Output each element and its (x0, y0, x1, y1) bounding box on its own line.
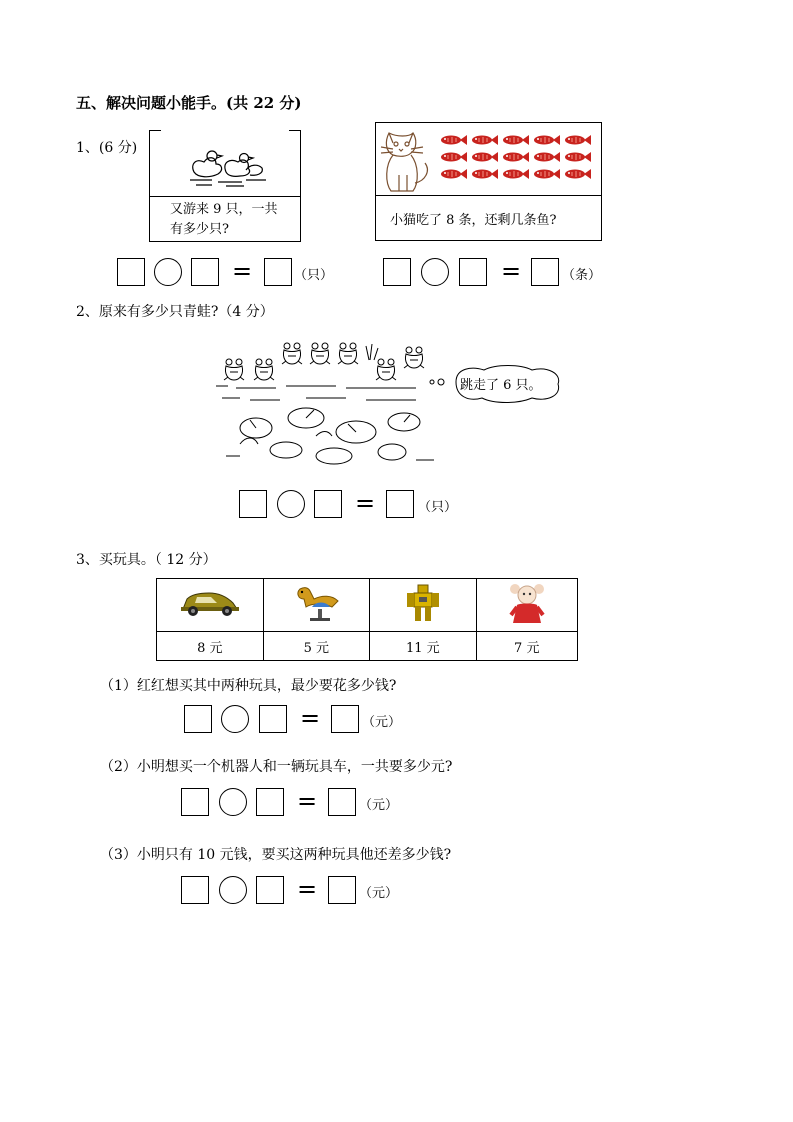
doll-icon (507, 581, 547, 625)
q3-sub1-unit: （元） (362, 715, 402, 730)
q3-sub3-text: （3）小明只有 10 元钱，要买这两种玩具他还差多少钱? (100, 847, 452, 863)
q3-sub1-answer-box[interactable] (331, 705, 359, 733)
q2-equals: = (355, 489, 376, 517)
toy-price-horse: 5 元 (263, 632, 370, 661)
q3-sub3-box-2[interactable] (256, 876, 284, 904)
q3-sub2-box-1[interactable] (181, 788, 209, 816)
q1-left-box-1[interactable] (117, 258, 145, 286)
q1-left-equals: = (232, 257, 253, 285)
q2-answer-box[interactable] (386, 490, 414, 518)
toy-cell-horse (263, 579, 370, 632)
rocking-horse-icon (292, 583, 340, 623)
q3-sub2-equals: = (297, 787, 318, 815)
q3-sub3-equals: = (297, 875, 318, 903)
frogs-pond-icon (216, 336, 456, 470)
robot-icon (405, 583, 441, 623)
q3-sub1-box-1[interactable] (184, 705, 212, 733)
toy-car-icon (179, 589, 241, 617)
q1-label: 1、(6 分) (76, 140, 138, 156)
q3-sub1-box-2[interactable] (259, 705, 287, 733)
cat-icon (379, 127, 433, 195)
q1-left-box-2[interactable] (191, 258, 219, 286)
q3-sub2-unit: （元） (359, 798, 399, 813)
fish-grid-icon (440, 132, 600, 184)
q3-sub2-box-2[interactable] (256, 788, 284, 816)
q3-sub3-answer-box[interactable] (328, 876, 356, 904)
ducks-icon (186, 142, 270, 188)
toy-cell-doll (476, 579, 578, 632)
q3-label: 3、买玩具。（ 12 分） (76, 552, 217, 568)
q2-bubble-text: 跳走了 6 只。 (460, 378, 542, 393)
q1-right-text: 小猫吃了 8 条，还剩几条鱼? (390, 213, 557, 228)
q1-right-box-2[interactable] (459, 258, 487, 286)
q1-left-unit: （只） (294, 268, 334, 283)
q3-sub2-text: （2）小明想买一个机器人和一辆玩具车，一共要多少元? (100, 759, 453, 775)
q1-left-text: 又游来 9 只，一共有多少只? (170, 202, 278, 237)
q1-right-equals: = (501, 257, 522, 285)
q1-right-unit: （条） (562, 268, 602, 283)
toy-price-car: 8 元 (157, 632, 264, 661)
q2-unit: （只） (418, 500, 458, 515)
toy-price-doll: 7 元 (476, 632, 578, 661)
q1-right-answer-box[interactable] (531, 258, 559, 286)
q1-left-operator-circle[interactable] (154, 258, 182, 286)
q1-right-box-1[interactable] (383, 258, 411, 286)
q1-cat-panel (375, 122, 602, 241)
toy-cell-robot (370, 579, 476, 632)
q3-sub1-text: （1）红红想买其中两种玩具，最少要花多少钱? (100, 678, 397, 694)
toy-price-table (156, 578, 578, 661)
q3-sub3-unit: （元） (359, 886, 399, 901)
q3-sub2-operator-circle[interactable] (219, 788, 247, 816)
q2-operator-circle[interactable] (277, 490, 305, 518)
q3-sub1-operator-circle[interactable] (221, 705, 249, 733)
toy-cell-car (157, 579, 264, 632)
q2-box-2[interactable] (314, 490, 342, 518)
q3-sub1-equals: = (300, 704, 321, 732)
q1-right-operator-circle[interactable] (421, 258, 449, 286)
q2-label: 2、原来有多少只青蛙?（4 分） (76, 304, 274, 320)
section-title: 五、解决问题小能手。(共 22 分) (76, 94, 302, 112)
toy-price-robot: 11 元 (370, 632, 476, 661)
q3-sub3-box-1[interactable] (181, 876, 209, 904)
q2-box-1[interactable] (239, 490, 267, 518)
q1-left-answer-box[interactable] (264, 258, 292, 286)
q3-sub3-operator-circle[interactable] (219, 876, 247, 904)
q1-ducks-panel (149, 130, 301, 242)
q3-sub2-answer-box[interactable] (328, 788, 356, 816)
